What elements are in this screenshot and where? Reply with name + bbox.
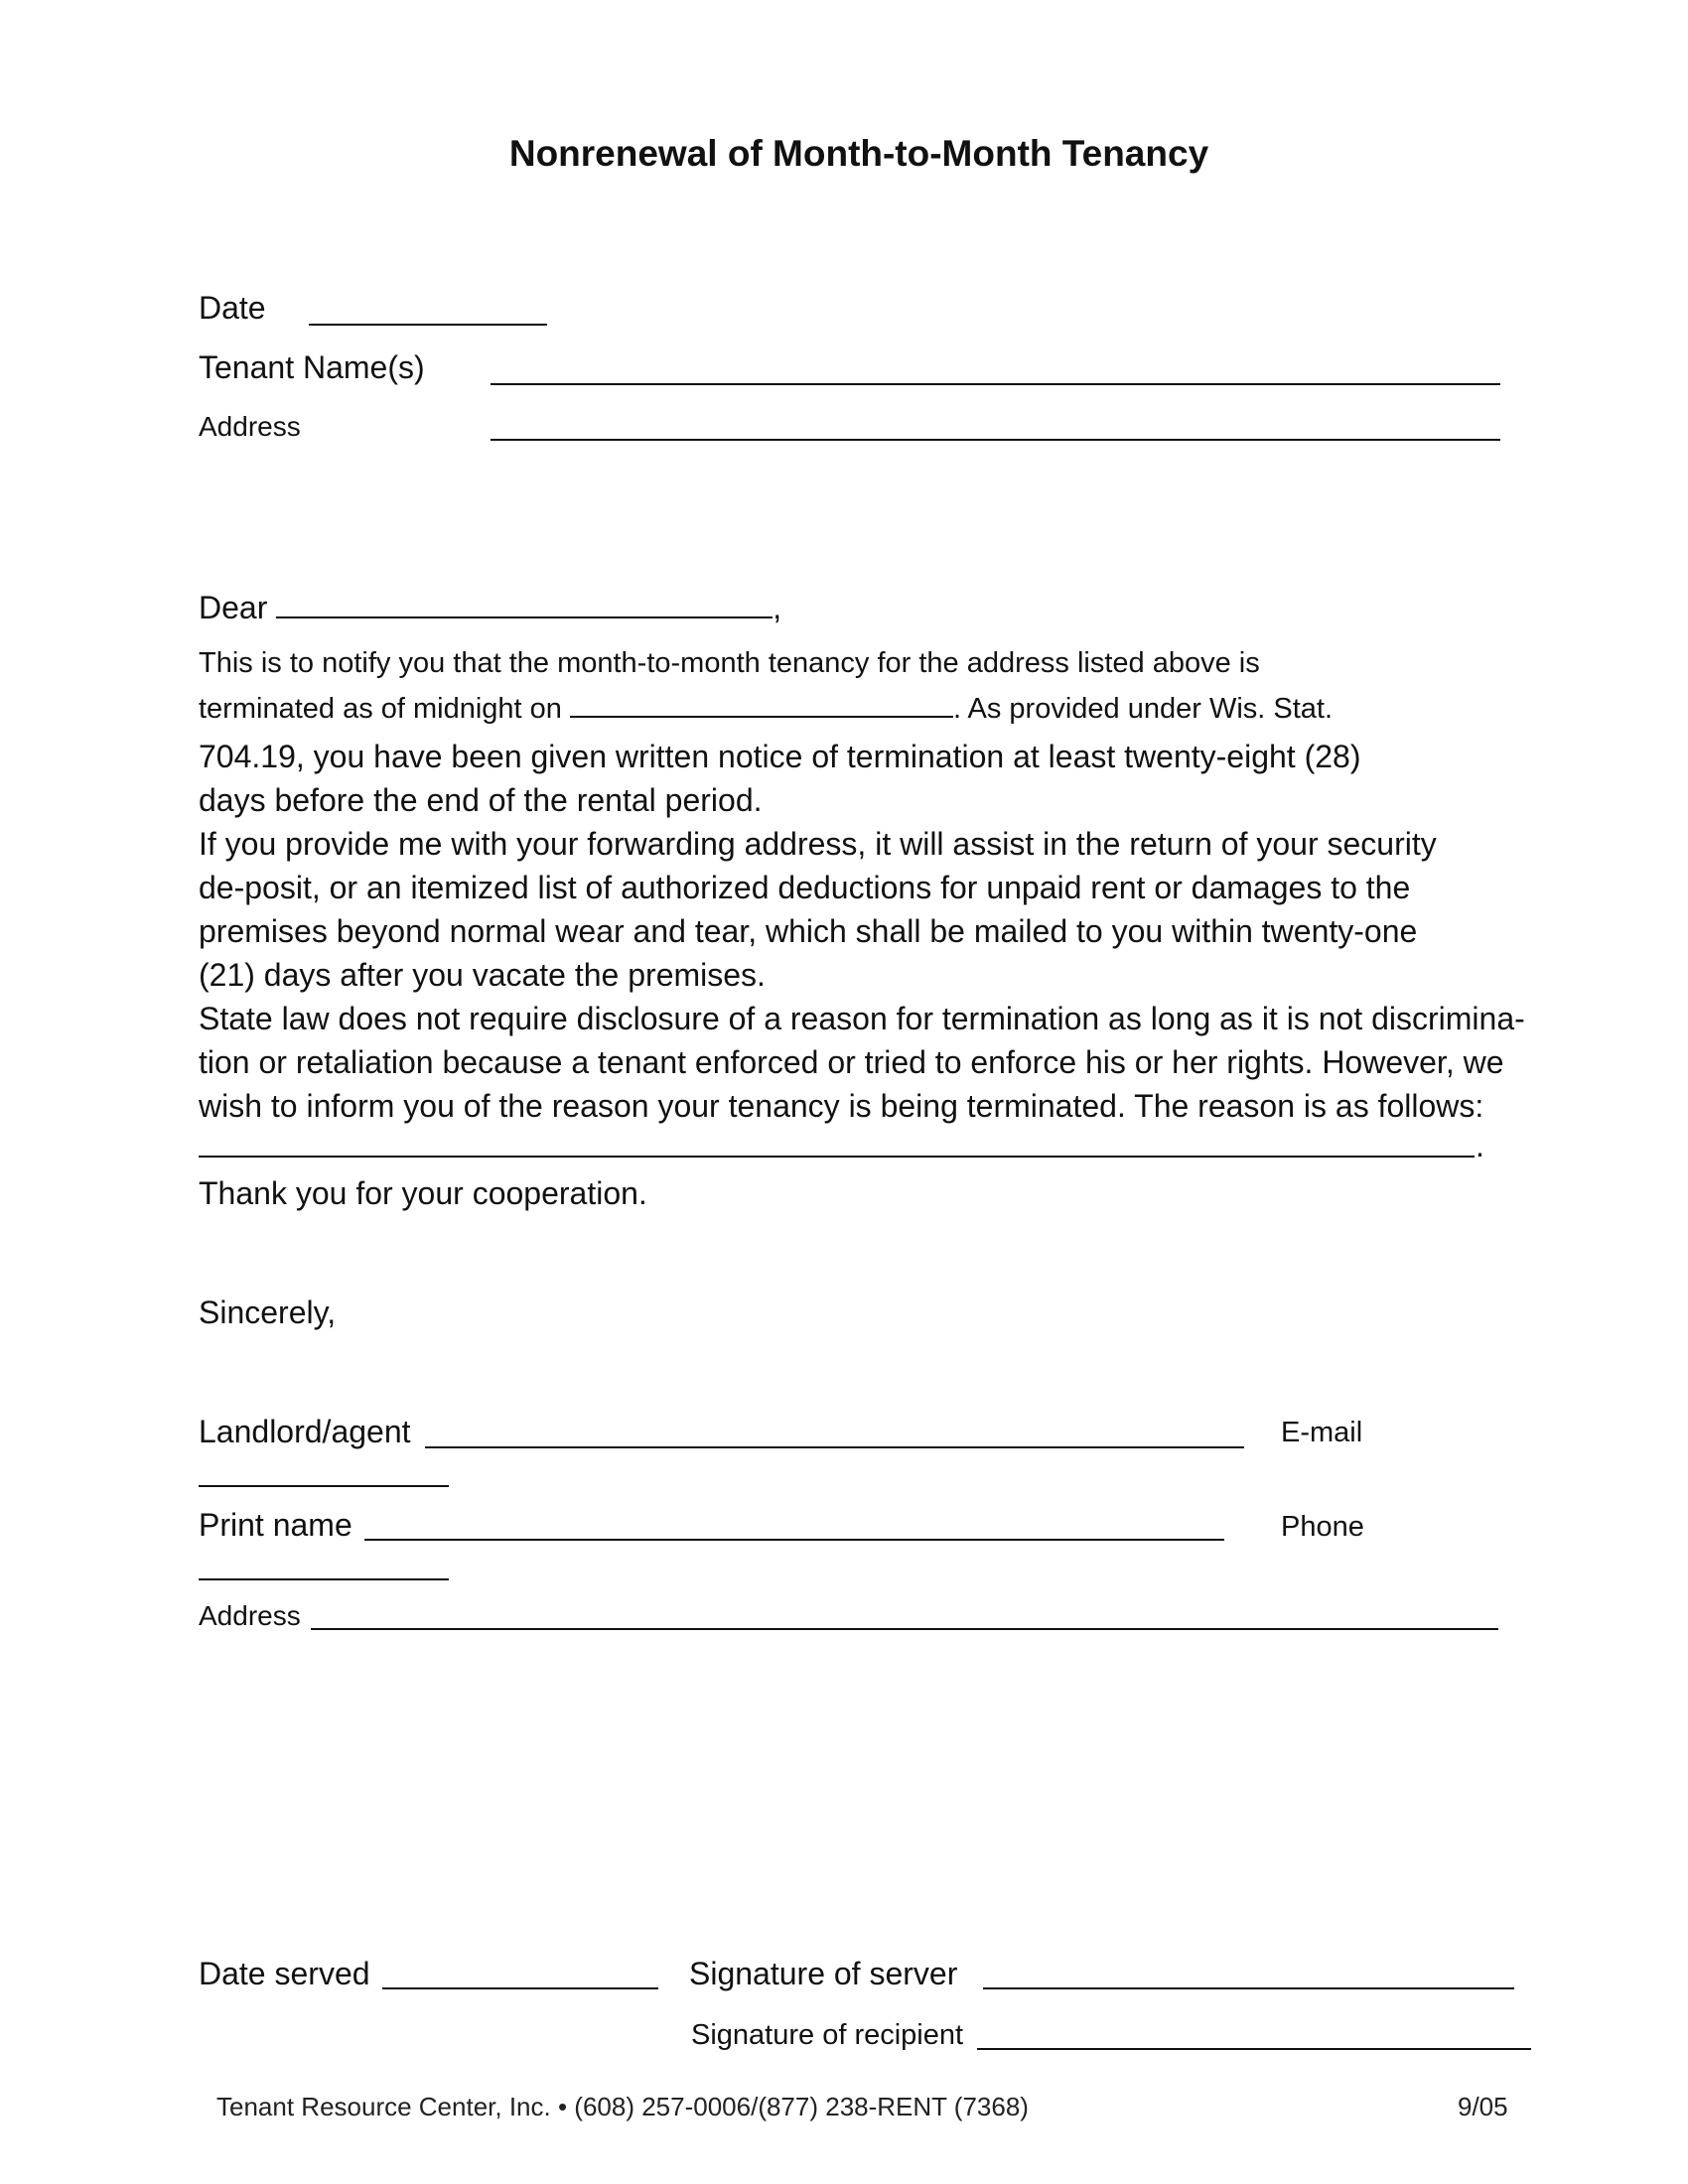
dear-name-field[interactable] (276, 615, 773, 618)
salutation (199, 590, 781, 626)
tenant-address-field[interactable] (491, 439, 1500, 441)
landlord-label: Landlord/agent (199, 1414, 411, 1449)
closing-text: Sincerely, (199, 1295, 337, 1330)
date-label: Date (199, 290, 266, 326)
server-signature-field[interactable] (983, 1987, 1514, 1989)
tenant-name-label: Tenant Name(s) (199, 349, 425, 385)
landlord-signature-field[interactable] (425, 1446, 1244, 1448)
thanks-text: Thank you for your cooperation. (199, 1175, 647, 1211)
print-name-field[interactable] (364, 1539, 1224, 1541)
deposit-line-2: de-posit, or an itemized list of authorized deductions for unpaid rent or damages to the (199, 870, 1411, 905)
dear-label: Dear (199, 590, 268, 625)
server-signature-label: Signature of server (689, 1956, 958, 1991)
landlord-address-label: Address (199, 1600, 301, 1631)
reason-line-1: State law does not require disclosure of a reason for termination as long as it is not discrimina- (199, 1001, 1525, 1036)
landlord-address-field[interactable] (311, 1628, 1498, 1630)
document-title: Nonrenewal of Month-to-Month Tenancy (508, 133, 1209, 174)
recipient-signature-label: Signature of recipient (691, 2019, 964, 2051)
dear-comma: , (773, 590, 782, 625)
phone-label: Phone (1281, 1511, 1364, 1543)
letter-body (199, 735, 1525, 1128)
notice-line-4: days before the end of the rental period. (199, 782, 763, 818)
email-field[interactable] (199, 1485, 449, 1487)
email-label: E-mail (1281, 1417, 1363, 1448)
reason-period: . (1476, 1128, 1484, 1163)
phone-field[interactable] (199, 1578, 449, 1580)
reason-line-3: wish to inform you of the reason your tenancy is being terminated. The reason is as follows: (199, 1088, 1484, 1124)
recipient-signature-field[interactable] (977, 2048, 1531, 2050)
footer-organization: Tenant Resource Center, Inc. • (608) 257-0006/(877) 238-RENT (7368) (216, 2092, 1029, 2121)
reason-field[interactable] (199, 1156, 1475, 1158)
tenant-address-label: Address (199, 411, 301, 442)
deposit-line-1: If you provide me with your forwarding address, it will assist in the return of your security (199, 826, 1437, 862)
reason-line-2: tion or retaliation because a tenant enforced or tried to enforce his or her rights. However, we (199, 1044, 1504, 1080)
notice-line-3: 704.19, you have been given written notice of termination at least twenty-eight (28) (199, 739, 1361, 774)
print-name-label: Print name (199, 1507, 352, 1543)
date-field[interactable] (309, 324, 547, 326)
notice-line-2 (199, 693, 1333, 726)
tenant-name-field[interactable] (491, 383, 1500, 385)
deposit-line-4: (21) days after you vacate the premises. (199, 957, 766, 993)
notice-line-1: This is to notify you that the month-to-month tenancy for the address listed above is (199, 647, 1260, 679)
terminated-text: terminated as of midnight on (199, 693, 562, 725)
footer-version: 9/05 (1458, 2092, 1508, 2121)
statute-text: . As provided under Wis. Stat. (953, 693, 1334, 725)
date-served-field[interactable] (382, 1987, 658, 1989)
date-served-label: Date served (199, 1956, 370, 1991)
termination-date-field[interactable] (570, 715, 953, 718)
deposit-line-3: premises beyond normal wear and tear, which shall be mailed to you within twenty-one (199, 913, 1418, 949)
